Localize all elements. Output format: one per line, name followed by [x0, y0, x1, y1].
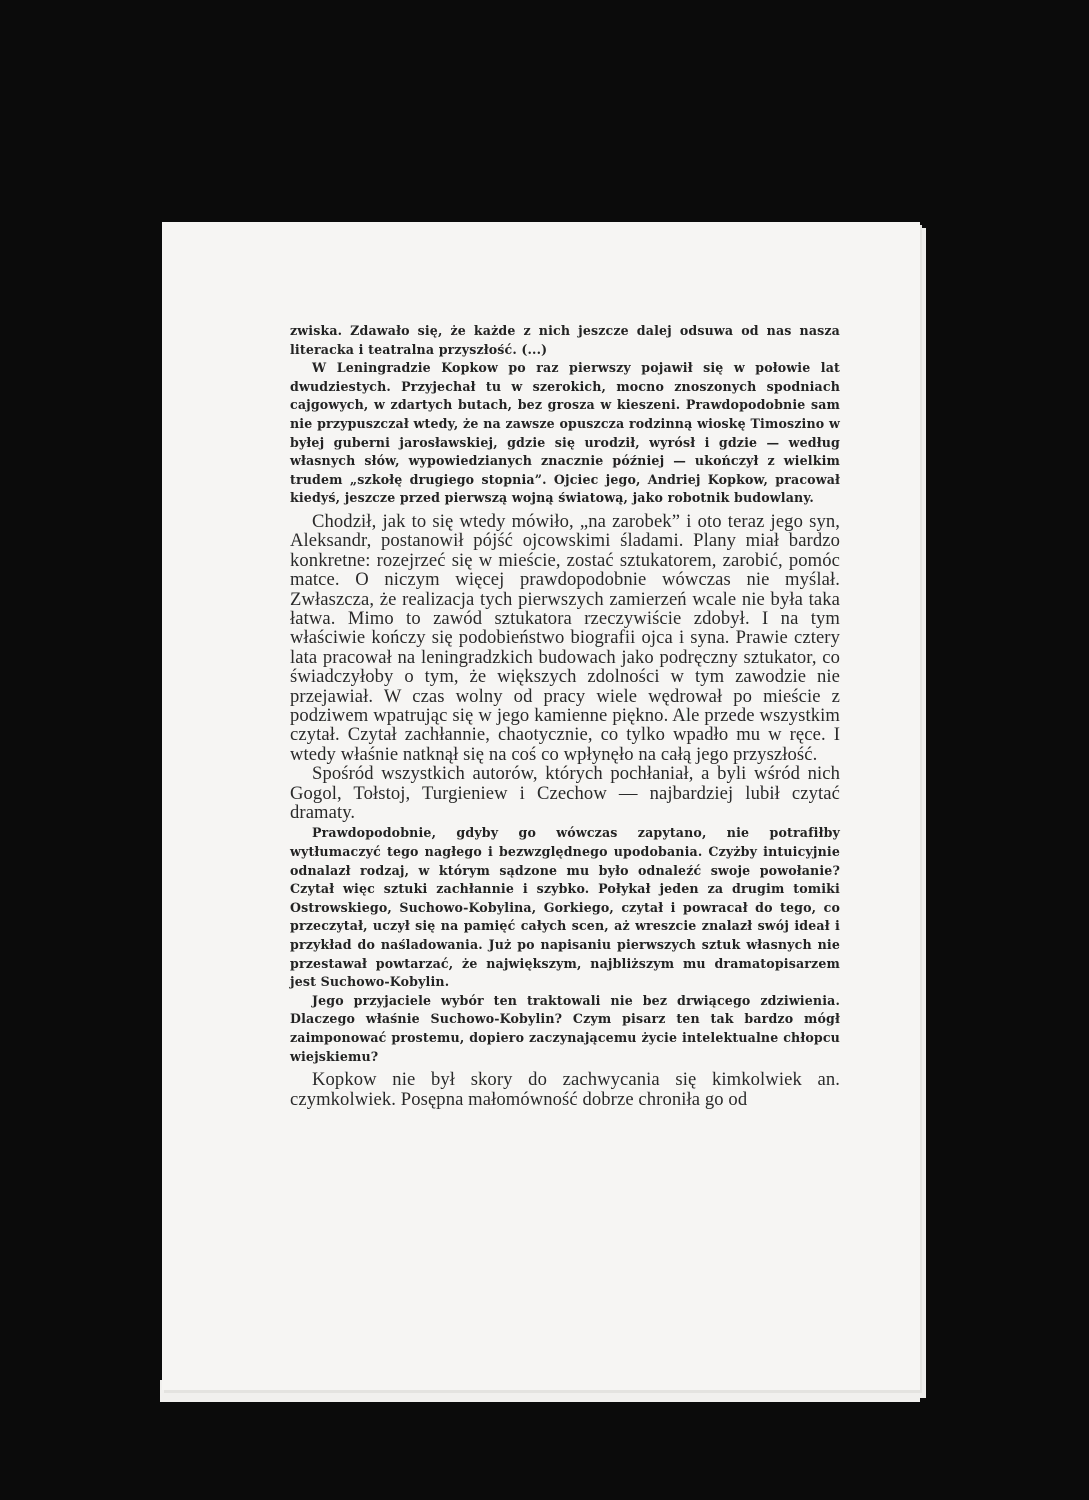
paragraph-6: Jego przyjaciele wybór ten traktowali nie bez drwiącego zdziwienia. Dlaczego właśnie Suchowo-Kobylin? Czym pisarz ten tak bardzo mógł zaimponować prostemu, dopiero zaczynającemu życie intelektualne chłopcu wiejskiemu? [290, 992, 840, 1064]
paragraph-2: W Leningradzie Kopkow po raz pierwszy pojawił się w połowie lat dwudziestych. Przyjechał tu w szerokich, mocno znoszonych spodniach cajgowych, w zdartych butach, bez grosza w kieszeni. Prawdopodobnie sam nie przypuszczał wtedy, że na zawsze opuszcza rodzinną wioskę Timoszino w byłej guberni jarosławskiej, gdzie się urodził, wyrósł i gdzie — według własnych słów, wypowiedzianych znacznie później — ukończył z wielkim trudem „szkołę drugiego stopnia”. Ojciec jego, Andriej Kopkow, pracował kiedyś, jeszcze przed pierwszą wojną światową, jako robotnik budowlany. [290, 360, 840, 506]
paragraph-7: Kopkow nie był skory do zachwycania się kimkolwiek an. czymkolwiek. Posępna małomówność dobrze chroniła go od [290, 1069, 840, 1110]
paragraph-3: Chodził, jak to się wtedy mówiło, „na zarobek” i oto teraz jego syn, Aleksandr, postanowił pójść ojcowskimi śladami. Plany miał bardzo konkretne: rozejrzeć się w mieście, zostać sztukatorem, zarobić, pomóc matce. O niczym więcej prawdopodobnie wówczas nie myślał. Zwłaszcza, że realizacja tych pierwszych zamierzeń wcale nie była taka łatwa. Mimo to zawód sztukatora rzeczywiście zdobył. I na tym właściwie kończy się podobieństwo biografii ojca i syna. Prawie cztery lata pracował na leningradzkich budowach jako podręczny sztukator, co świadczyłoby o tym, że większych zdolności w tym zawodzie nie przejawiał. W czas wolny od pracy wiele wędrował po mieście z podziwem wpatrując się w jego kamienne piękno. Ale przede wszystkim czytał. Czytał zachłannie, chaotycznie, co tylko wpadło mu w ręce. I wtedy właśnie natknął się na coś co wpłynęło na całą jego przyszłość. [290, 510, 840, 765]
bleed-through-stamp [220, 662, 290, 742]
book-page [162, 222, 920, 1390]
page-text [290, 322, 840, 1109]
paragraph-4: Spośród wszystkich autorów, których pochłaniał, a byli wśród nich Gogol, Tołstoj, Turgieniew i Czechow — najbardziej lubił czytać dramaty. [290, 763, 840, 824]
paragraph-5: Prawdopodobnie, gdyby go wówczas zapytano, nie potrafiłby wytłumaczyć tego nagłego i bezwzględnego upodobania. Czyżby intuicyjnie odnalazł rodzaj, w którym sądzone mu było odnaleźć swoje powołanie? Czytał więc sztuki zachłannie i szybko. Połykał jeden za drugim tomiki Ostrowskiego, Suchowo-Kobylina, Gorkiego, czytał i powracał do tego, co przeczytał, uczył się na pamięć całych scen, aż wreszcie znalazł swój ideał i przykład do naśladowania. Już po napisaniu pierwszych sztuk własnych nie przestawał powtarzać, że największym, najbliższym mu dramatopisarzem jest Suchowo-Kobylin. [290, 825, 840, 990]
paragraph-1: zwiska. Zdawało się, że każde z nich jeszcze dalej odsuwa od nas nasza literacka i teatralna przyszłość. (...) [290, 323, 840, 357]
